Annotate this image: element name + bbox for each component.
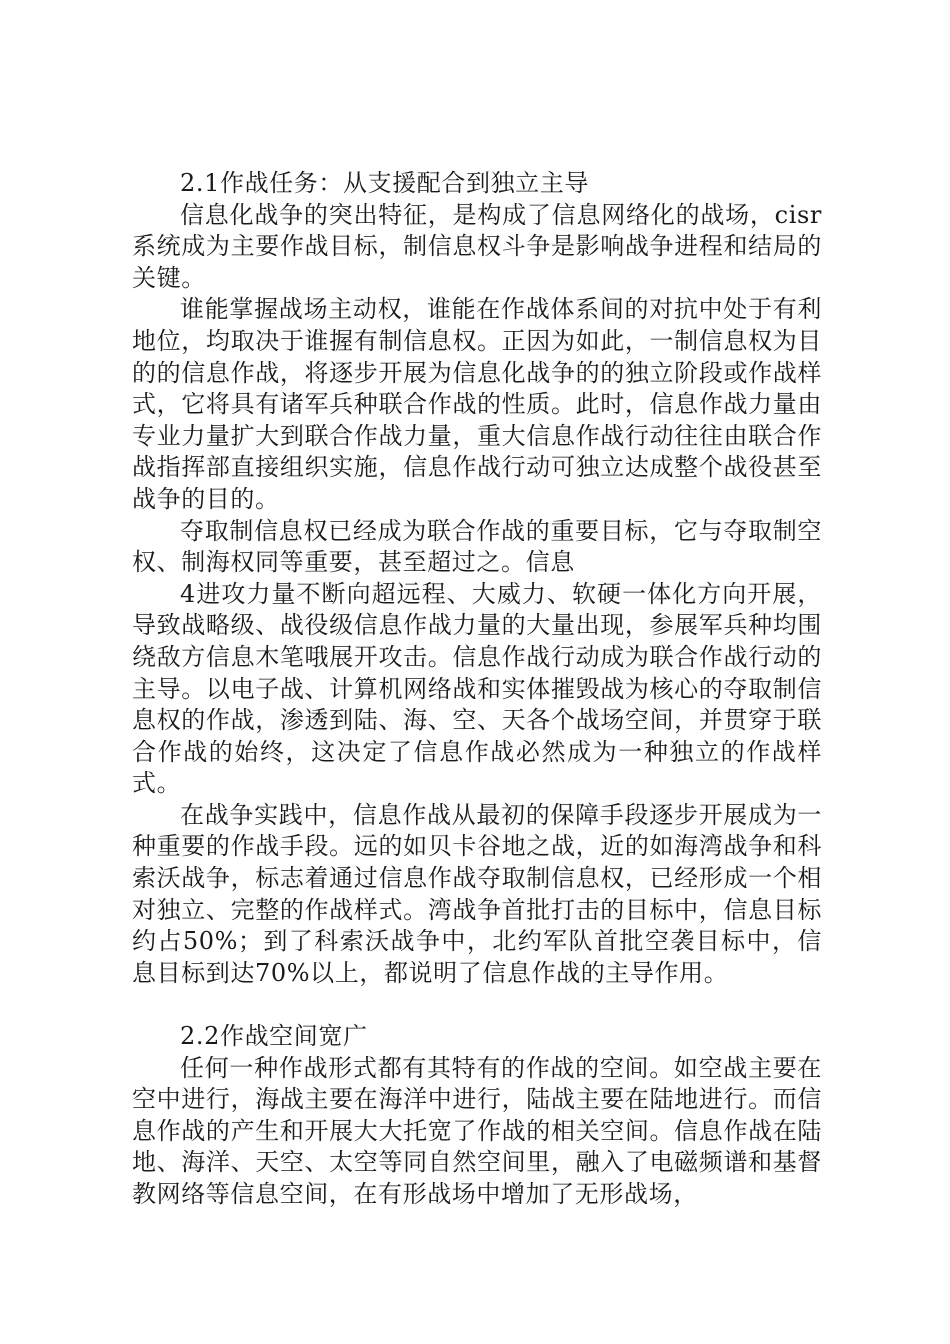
document-body [132,168,822,1211]
section-2-paragraph-1: 任何一种作战形式都有其特有的作战的空间。如空战主要在空中进行，海战主要在海洋中进行，陆战主要在陆地进行。而信息作战的产生和开展大大托宽了作战的相关空间。信息作战在陆地、海洋、天空、太空等同自然空间里，融入了电磁频谱和基督教网络等信息空间，在有形战场中增加了无形战场， [132,1053,822,1208]
section-2-heading: 2.2作战空间宽广 [180,1022,368,1051]
section-1-paragraph-3: 夺取制信息权已经成为联合作战的重要目标，它与夺取制空权、制海权同等重要，甚至超过之。信息 [132,516,822,577]
section-1-paragraph-2: 谁能掌握战场主动权，谁能在作战体系间的对抗中处于有利地位，均取决于谁握有制信息权。正因为如此，一制信息权为目的的信息作战，将逐步开展为信息化战争的的独立阶段或作战样式，它将具有诸军兵种联合作战的性质。此时，信息作战力量由专业力量扩大到联合作战力量，重大信息作战行动往往由联合作战指挥部直接组织实施，信息作战行动可独立达成整个战役甚至战争的目的。 [132,295,822,513]
section-1-paragraph-1: 信息化战争的突出特征，是构成了信息网络化的战场，cisr系统成为主要作战目标，制信息权斗争是影响战争进程和结局的关键。 [132,200,822,292]
section-spacer [132,989,822,1021]
section-1-heading: 2.1作战任务：从支援配合到独立主导 [180,169,589,197]
section-1-paragraph-5: 在战争实践中，信息作战从最初的保障手段逐步开展成为一种重要的作战手段。远的如贝卡谷地之战，近的如海湾战争和科索沃战争，标志着通过信息作战夺取制信息权，已经形成一个相对独立、完整的作战样式。湾战争首批打击的目标中，信息目标约占50%；到了科索沃战争中，北约军队首批空袭目标中，信息目标到达70%以上，都说明了信息作战的主导作用。 [132,800,822,987]
section-1-paragraph-4: 4进攻力量不断向超远程、大威力、软硬一体化方向开展，导致战略级、战役级信息作战力量的大量出现，参展军兵种均围绕敌方信息木笔哦展开攻击。信息作战行动成为联合作战行动的主导。以电子战、计算机网络战和实体摧毁战为核心的夺取制信息权的作战，渗透到陆、海、空、天各个战场空间，并贯穿于联合作战的始终，这决定了信息作战必然成为一种独立的作战样式。 [132,579,822,798]
